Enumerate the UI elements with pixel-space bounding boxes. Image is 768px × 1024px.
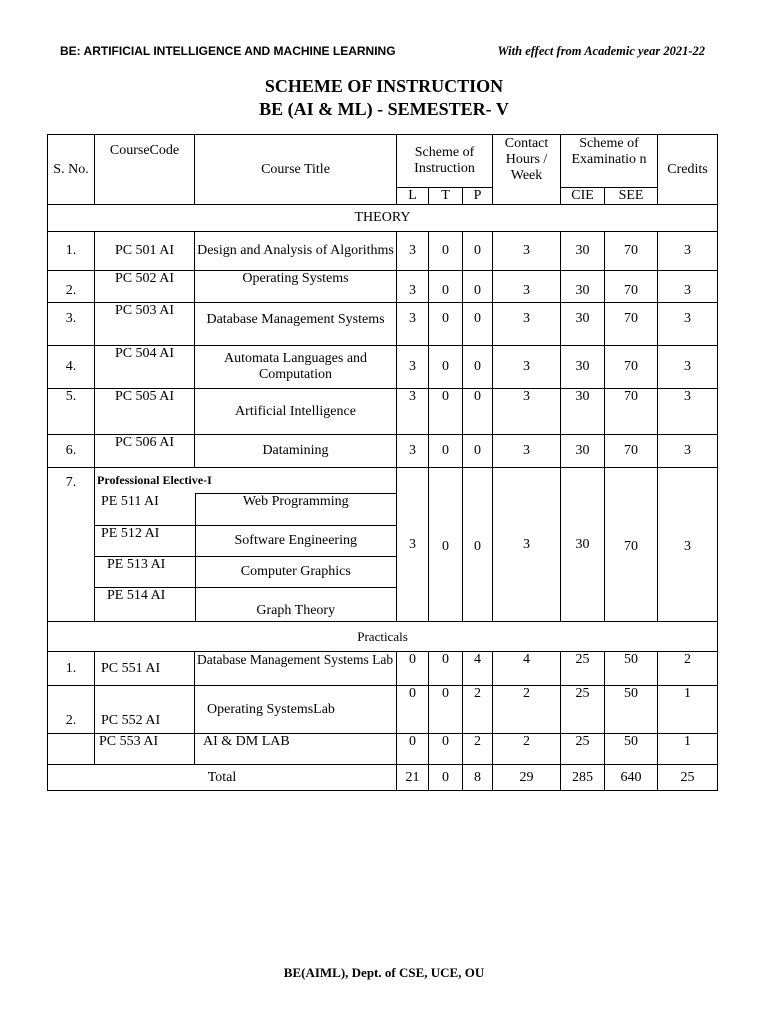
cell-cie: 25 (561, 734, 605, 765)
section-label-practicals: Practicals (48, 622, 718, 652)
cell-code: PC 502 AI (95, 271, 195, 303)
cell-sno: 1. (48, 232, 95, 271)
header-p: P (463, 188, 493, 205)
cell-l: 3 (397, 468, 429, 622)
cell-credits: 3 (658, 346, 718, 389)
cell-hours: 3 (493, 303, 561, 346)
cell-credits: 3 (658, 435, 718, 468)
cell-p: 0 (463, 303, 493, 346)
cell-p: 0 (463, 435, 493, 468)
total-l: 21 (397, 765, 429, 791)
cell-see: 50 (605, 652, 658, 686)
list-item (95, 557, 396, 588)
page-subtitle: BE (AI & ML) - SEMESTER- V (259, 99, 509, 119)
cell-p: 2 (463, 686, 493, 734)
cell-see: 50 (605, 734, 658, 765)
cell-code: PC 553 AI (95, 734, 195, 765)
cell-p: 4 (463, 652, 493, 686)
cell-cie: 30 (561, 389, 605, 435)
header-scheme-instruction: Scheme of Instruction (397, 135, 493, 188)
cell-credits: 1 (658, 686, 718, 734)
cell-l: 3 (397, 346, 429, 389)
cell-hours: 3 (493, 468, 561, 622)
cell-credits: 3 (658, 271, 718, 303)
cell-credits: 3 (658, 303, 718, 346)
cell-t: 0 (429, 346, 463, 389)
elective-code: PE 512 AI (95, 526, 195, 557)
table-row (48, 232, 718, 271)
table-row (48, 346, 718, 389)
cell-sno: 1. (48, 652, 95, 686)
total-credits: 25 (658, 765, 718, 791)
elective-code: PE 513 AI (95, 557, 195, 588)
header-course-code: CourseCode (95, 135, 195, 205)
cell-hours: 3 (493, 271, 561, 303)
header-l: L (397, 188, 429, 205)
cell-code: PC 551 AI (95, 652, 195, 686)
cell-code: PC 552 AI (95, 686, 195, 734)
cell-sno (48, 734, 95, 765)
cell-see: 70 (605, 468, 658, 622)
cell-hours: 3 (493, 232, 561, 271)
total-see: 640 (605, 765, 658, 791)
cell-see: 50 (605, 686, 658, 734)
header-sno: S. No. (48, 135, 95, 205)
header-contact-hours: Contact Hours / Week (493, 135, 561, 205)
cell-see: 70 (605, 303, 658, 346)
table-row (48, 686, 718, 734)
cell-cie: 25 (561, 686, 605, 734)
elective-code: PE 511 AI (95, 494, 195, 526)
elective-label: Professional Elective-I (97, 473, 212, 487)
elective-course-list (95, 493, 396, 621)
cell-credits: 3 (658, 468, 718, 622)
cell-t: 0 (429, 468, 463, 622)
cell-t: 0 (429, 232, 463, 271)
cell-l: 3 (397, 232, 429, 271)
total-row (48, 765, 718, 791)
table-row (48, 271, 718, 303)
cell-code: PC 504 AI (95, 346, 195, 389)
cell-cie: 30 (561, 303, 605, 346)
cell-sno: 5. (48, 389, 95, 435)
cell-p: 0 (463, 346, 493, 389)
total-label: Total (48, 765, 397, 791)
document-header-right: With effect from Academic year 2021-22 (497, 44, 705, 58)
cell-code: PC 505 AI (95, 389, 195, 435)
cell-see: 70 (605, 232, 658, 271)
cell-cie: 30 (561, 271, 605, 303)
cell-sno: 6. (48, 435, 95, 468)
total-t: 0 (429, 765, 463, 791)
header-t: T (429, 188, 463, 205)
cell-sno: 7. (48, 468, 95, 622)
table-row (48, 303, 718, 346)
cell-title: Database Management Systems (195, 303, 397, 346)
total-hours: 29 (493, 765, 561, 791)
cell-hours: 2 (493, 734, 561, 765)
table-row (48, 652, 718, 686)
cell-title: Database Management Systems Lab (195, 652, 397, 686)
table-row (48, 734, 718, 765)
cell-t: 0 (429, 271, 463, 303)
cell-title: Automata Languages and Computation (195, 346, 397, 389)
cell-cie: 30 (561, 232, 605, 271)
table-row (48, 389, 718, 435)
list-item (95, 588, 396, 621)
elective-group (95, 468, 397, 622)
cell-t: 0 (429, 652, 463, 686)
cell-l: 3 (397, 389, 429, 435)
total-cie: 285 (561, 765, 605, 791)
header-scheme-exam: Scheme of Examinatio n (561, 135, 658, 188)
cell-t: 0 (429, 686, 463, 734)
list-item (95, 494, 396, 526)
header-course-title: Course Title (195, 135, 397, 205)
cell-l: 3 (397, 303, 429, 346)
cell-credits: 1 (658, 734, 718, 765)
cell-t: 0 (429, 303, 463, 346)
header-row (48, 135, 718, 188)
cell-hours: 3 (493, 435, 561, 468)
cell-p: 0 (463, 468, 493, 622)
cell-title: Artificial Intelligence (195, 389, 397, 435)
cell-p: 2 (463, 734, 493, 765)
cell-l: 0 (397, 686, 429, 734)
total-p: 8 (463, 765, 493, 791)
cell-sno: 2. (48, 686, 95, 734)
document-header-left: BE: ARTIFICIAL INTELLIGENCE AND MACHINE LEARNING (60, 44, 396, 58)
cell-cie: 30 (561, 435, 605, 468)
cell-cie: 25 (561, 652, 605, 686)
elective-title: Web Programming (195, 494, 396, 526)
section-row-practicals (48, 622, 718, 652)
cell-title: Operating SystemsLab (195, 686, 397, 734)
cell-credits: 3 (658, 389, 718, 435)
cell-sno: 4. (48, 346, 95, 389)
list-item (95, 526, 396, 557)
cell-hours: 2 (493, 686, 561, 734)
cell-l: 0 (397, 652, 429, 686)
cell-hours: 4 (493, 652, 561, 686)
page-title: SCHEME OF INSTRUCTION (264, 76, 504, 96)
document-footer: BE(AIML), Dept. of CSE, UCE, OU (283, 965, 485, 980)
cell-title: AI & DM LAB (195, 734, 397, 765)
cell-see: 70 (605, 271, 658, 303)
cell-title: Datamining (195, 435, 397, 468)
cell-l: 0 (397, 734, 429, 765)
elective-code: PE 514 AI (95, 588, 195, 621)
cell-see: 70 (605, 435, 658, 468)
cell-hours: 3 (493, 389, 561, 435)
cell-p: 0 (463, 271, 493, 303)
cell-hours: 3 (493, 346, 561, 389)
table-row-elective (48, 468, 718, 622)
cell-t: 0 (429, 734, 463, 765)
cell-see: 70 (605, 346, 658, 389)
elective-title: Computer Graphics (195, 557, 396, 588)
cell-credits: 2 (658, 652, 718, 686)
header-cie: CIE (561, 188, 605, 205)
cell-code: PC 503 AI (95, 303, 195, 346)
cell-p: 0 (463, 232, 493, 271)
cell-title: Design and Analysis of Algorithms (195, 232, 397, 271)
cell-cie: 30 (561, 468, 605, 622)
cell-title: Operating Systems (195, 271, 397, 303)
cell-see: 70 (605, 389, 658, 435)
cell-l: 3 (397, 435, 429, 468)
header-credits: Credits (658, 135, 718, 205)
elective-title: Graph Theory (256, 602, 336, 618)
cell-p: 0 (463, 389, 493, 435)
scheme-table (47, 134, 718, 791)
section-label-theory: THEORY (48, 205, 718, 232)
cell-code: PC 506 AI (95, 435, 195, 468)
cell-l: 3 (397, 271, 429, 303)
cell-t: 0 (429, 389, 463, 435)
table-row (48, 435, 718, 468)
section-row-theory (48, 205, 718, 232)
elective-title: Software Engineering (195, 526, 396, 557)
cell-cie: 30 (561, 346, 605, 389)
cell-sno: 2. (48, 271, 95, 303)
header-see: SEE (605, 188, 658, 205)
cell-sno: 3. (48, 303, 95, 346)
cell-code: PC 501 AI (95, 232, 195, 271)
cell-credits: 3 (658, 232, 718, 271)
cell-t: 0 (429, 435, 463, 468)
